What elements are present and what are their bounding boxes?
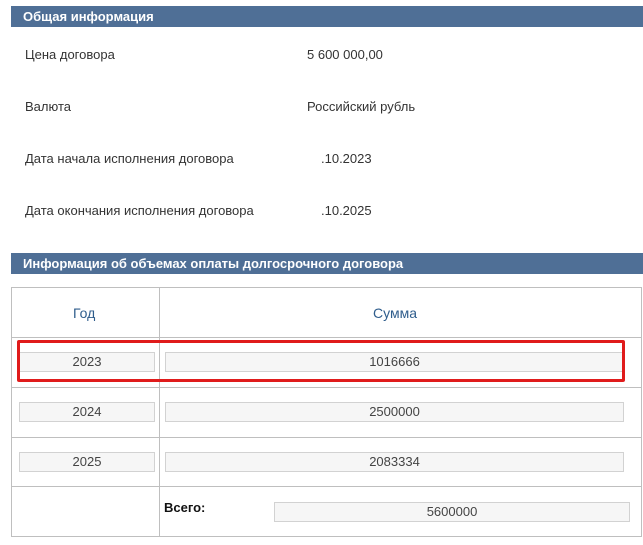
total-label: Всего: <box>164 500 206 515</box>
year-field-2025[interactable]: 2025 <box>19 452 155 472</box>
row-divider <box>12 486 641 487</box>
highlight-frame <box>17 340 625 382</box>
payments-table <box>11 287 642 537</box>
row-divider <box>12 337 641 338</box>
sum-field-2024[interactable]: 2500000 <box>165 402 624 422</box>
sum-field-2025[interactable]: 2083334 <box>165 452 624 472</box>
year-field-2023[interactable]: 2023 <box>19 352 155 372</box>
start-date-label: Дата начала исполнения договора <box>25 151 234 166</box>
row-divider <box>12 437 641 438</box>
currency-label: Валюта <box>25 99 71 114</box>
contract-price-value: 5 600 000,00 <box>307 47 383 62</box>
year-column-header: Год <box>73 305 96 321</box>
end-date-row <box>11 203 643 223</box>
contract-price-row <box>11 47 643 67</box>
sum-column-header: Сумма <box>373 305 417 321</box>
year-field-2024[interactable]: 2024 <box>19 402 155 422</box>
sum-field-2023[interactable]: 1016666 <box>165 352 624 372</box>
general-info-header: Общая информация <box>11 6 643 27</box>
start-date-row <box>11 151 643 171</box>
row-divider <box>12 387 641 388</box>
payments-info-header: Информация об объемах оплаты долгосрочного договора <box>11 253 643 274</box>
column-divider <box>159 288 160 536</box>
currency-row <box>11 99 643 119</box>
end-date-value: .10.2025 <box>321 203 372 218</box>
total-field[interactable]: 5600000 <box>274 502 630 522</box>
contract-price-label: Цена договора <box>25 47 115 62</box>
start-date-value: .10.2023 <box>321 151 372 166</box>
currency-value: Российский рубль <box>307 99 416 114</box>
end-date-label: Дата окончания исполнения договора <box>25 203 254 218</box>
